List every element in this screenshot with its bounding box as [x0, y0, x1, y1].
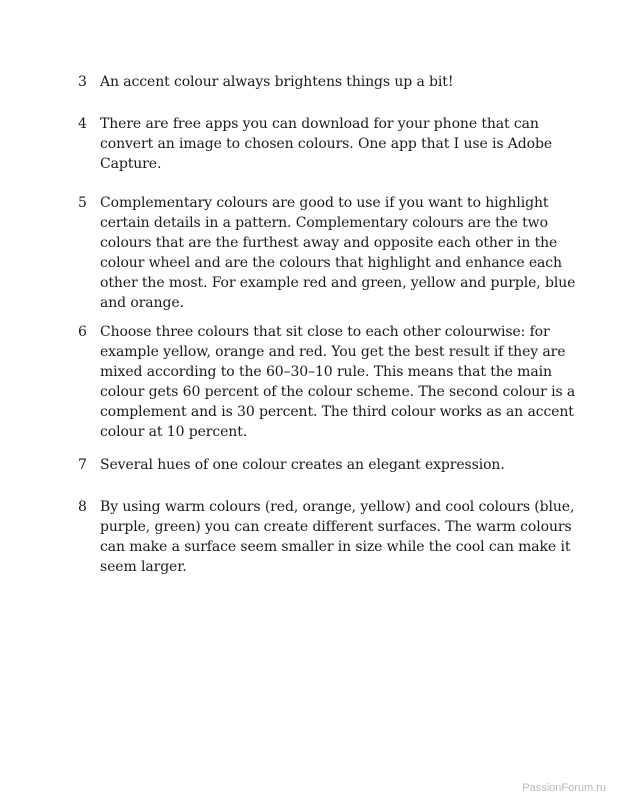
tip-text: Complementary colours are good to use if you want to highlight certain details in a pattern. Complementary colours are the two colours that are the furthest away and opposite each other in the colour wheel and are the colours that highlight and enhance each other the most. For example red and green, yellow and purple, blue and orange.	[100, 195, 576, 311]
tip-item-6	[78, 322, 578, 442]
tip-item-4	[78, 114, 578, 174]
tip-text: There are free apps you can download for your phone that can convert an image to chosen colours. One app that I use is Adobe Capture.	[100, 116, 553, 172]
tip-number: 3	[78, 74, 87, 90]
tip-item-7	[78, 455, 578, 475]
tip-number: 5	[78, 195, 87, 211]
tip-item-8	[78, 497, 578, 577]
tip-text: By using warm colours (red, orange, yellow) and cool colours (blue, purple, green) you can create different surfaces. The warm colours can make a surface seem smaller in size while the cool can make it seem larger.	[100, 499, 575, 575]
tip-item-5	[78, 193, 578, 313]
tip-number: 8	[78, 499, 87, 515]
tip-text: Choose three colours that sit close to each other colourwise: for example yellow, orange and red. You get the best result if they are mixed according to the 60–30–10 rule. This means that the main colour gets 60 percent of the colour scheme. The second colour is a complement and is 30 percent. The third colour works as an accent colour at 10 percent.	[100, 324, 576, 440]
tip-number: 4	[78, 116, 87, 132]
tip-item-3	[78, 72, 578, 92]
site-watermark: PassionForum.ru	[522, 782, 606, 794]
tip-text: An accent colour always brightens things up a bit!	[100, 74, 454, 90]
tip-number: 6	[78, 324, 87, 340]
tip-text: Several hues of one colour creates an elegant expression.	[100, 457, 505, 473]
tip-number: 7	[78, 457, 87, 473]
